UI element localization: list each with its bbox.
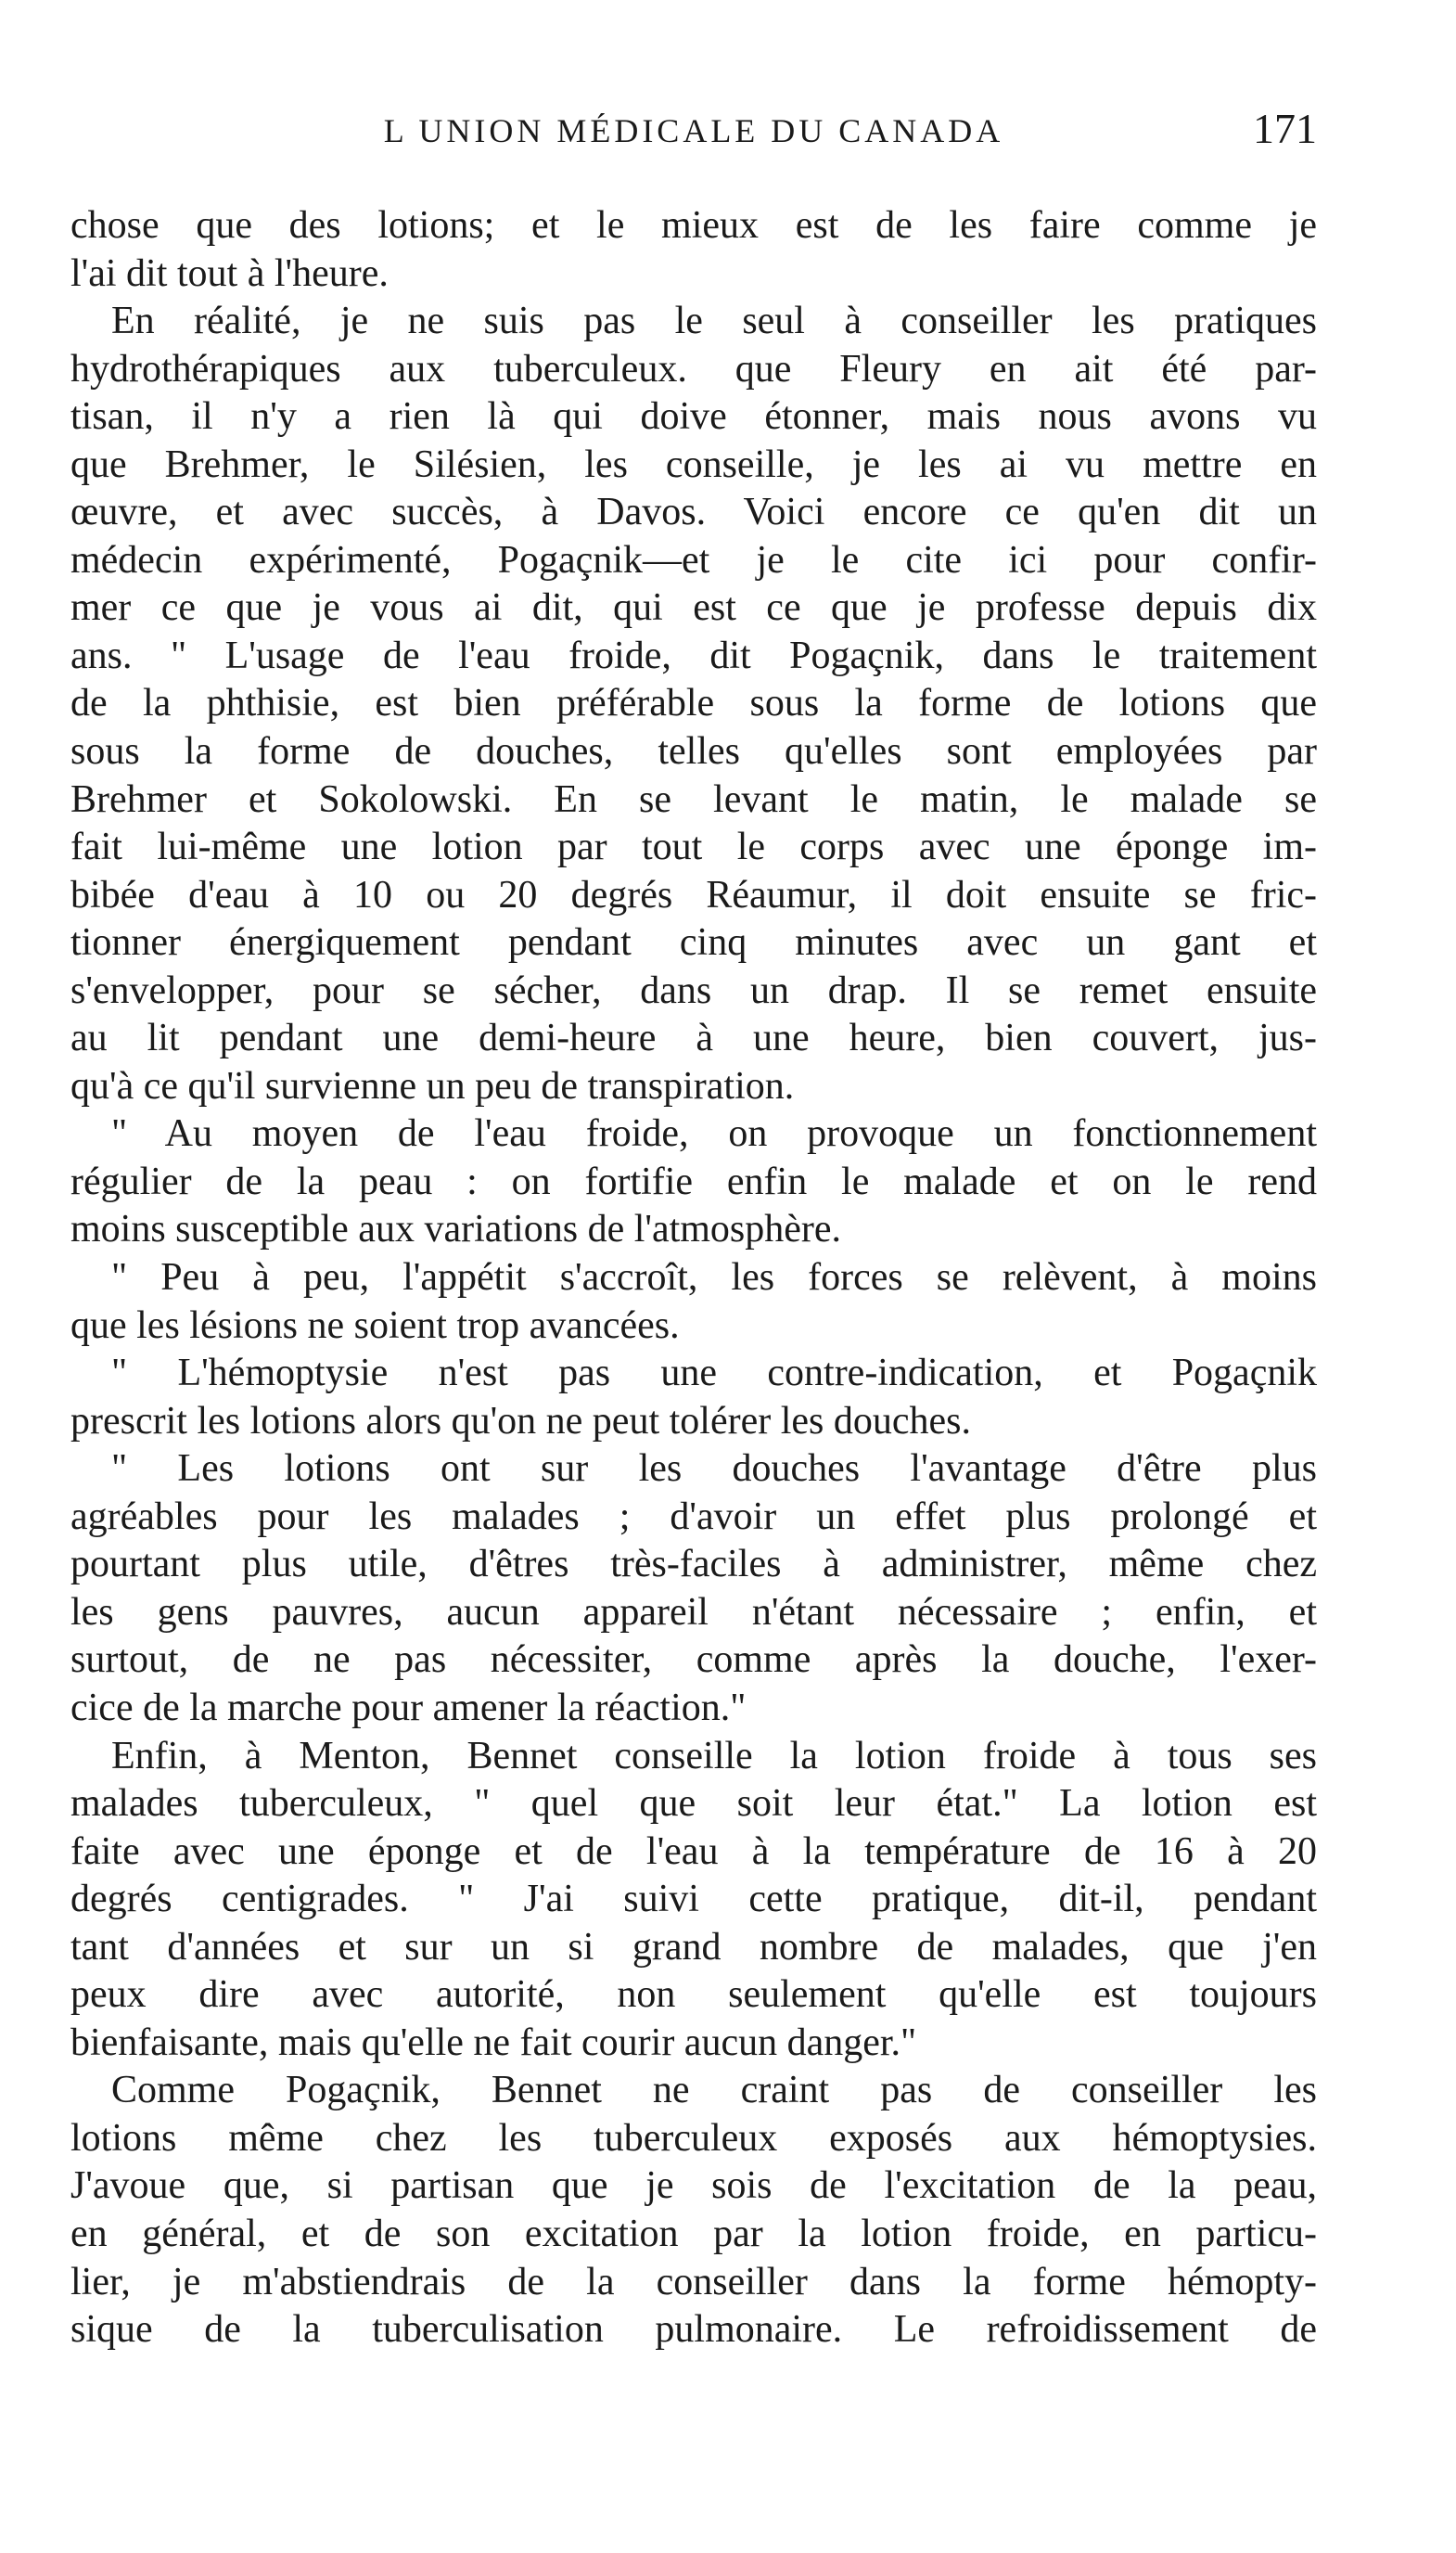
text-line: œuvre, et avec succès, à Davos. Voici encore ce qu'en dit un [70, 491, 1317, 534]
text-line: les gens pauvres, aucun appareil n'étant nécessaire ; enfin, et [70, 1590, 1317, 1634]
text-line: médecin expérimenté, Pogaçnik—et je le cite ici pour confir- [70, 538, 1317, 582]
text-line: moins susceptible aux variations de l'atmosphère. [70, 1208, 842, 1251]
text-line: au lit pendant une demi-heure à une heure, bien couvert, jus- [70, 1017, 1317, 1060]
text-line: prescrit les lotions alors qu'on ne peut tolérer les douches. [70, 1399, 971, 1443]
text-line: bienfaisante, mais qu'elle ne fait courir aucun danger." [70, 2021, 917, 2064]
text-line: Brehmer et Sokolowski. En se levant le matin, le malade se [70, 777, 1317, 821]
text-line: J'avoue que, si partisan que je sois de l'excitation de la peau, [70, 2164, 1317, 2208]
text-line: sique de la tuberculisation pulmonaire. Le refroidissement de [70, 2308, 1317, 2352]
text-line: s'envelopper, pour se sécher, dans un drap. Il se remet ensuite [70, 969, 1317, 1012]
text-line: tisan, il n'y a rien là qui doive étonner, mais nous avons vu [70, 395, 1317, 439]
text-line: peux dire avec autorité, non seulement qu'elle est toujours [70, 1973, 1317, 2017]
text-line: qu'à ce qu'il survienne un peu de transpiration. [70, 1064, 795, 1108]
text-line: que Brehmer, le Silésien, les conseille, je les ai vu mettre en [70, 443, 1317, 486]
page-number: 171 [1253, 105, 1317, 152]
text-line: lier, je m'abstiendrais de la conseiller dans la forme hémopty- [70, 2260, 1317, 2303]
text-line: surtout, de ne pas nécessiter, comme après la douche, l'exer- [70, 1638, 1317, 1682]
text-line: faite avec une éponge et de l'eau à la température de 16 à 20 [70, 1829, 1317, 1873]
text-line: en général, et de son excitation par la lotion froide, en particu- [70, 2212, 1317, 2255]
text-line: de la phthisie, est bien préférable sous la forme de lotions que [70, 682, 1317, 725]
text-line: bibée d'eau à 10 ou 20 degrés Réaumur, il doit ensuite se fric- [70, 873, 1317, 917]
text-line: En réalité, je ne suis pas le seul à conseiller les pratiques [111, 300, 1317, 343]
text-line: sous la forme de douches, telles qu'elles sont employées par [70, 730, 1317, 774]
text-line: que les lésions ne soient trop avancées. [70, 1303, 680, 1347]
text-line: hydrothérapiques aux tuberculeux. que Fleury en ait été par- [70, 347, 1317, 391]
running-title: L UNION MÉDICALE DU CANADA [383, 112, 1004, 149]
text-line: mer ce que je vous ai dit, qui est ce que je professe depuis dix [70, 586, 1317, 630]
text-line: malades tuberculeux, " quel que soit leur état." La lotion est [70, 1782, 1317, 1826]
body-text [70, 202, 1317, 2354]
text-line: " Les lotions ont sur les douches l'avantage d'être plus [111, 1447, 1317, 1491]
text-line: Enfin, à Menton, Bennet conseille la lotion froide à tous ses [111, 1734, 1317, 1777]
text-line: lotions même chez les tuberculeux exposés aux hémoptysies. [70, 2116, 1317, 2160]
text-line: " L'hémoptysie n'est pas une contre-indication, et Pogaçnik [111, 1352, 1317, 1395]
text-line: pourtant plus utile, d'êtres très-faciles à administrer, même chez [70, 1543, 1317, 1586]
text-line: régulier de la peau : on fortifie enfin le malade et on le rend [70, 1160, 1317, 1203]
text-line: " Au moyen de l'eau froide, on provoque un fonctionnement [111, 1112, 1317, 1156]
text-line: tant d'années et sur un si grand nombre de malades, que j'en [70, 1925, 1317, 1969]
text-line: tionner énergiquement pendant cinq minutes avec un gant et [70, 921, 1317, 965]
text-line: " Peu à peu, l'appétit s'accroît, les forces se relèvent, à moins [111, 1256, 1317, 1300]
text-line: agréables pour les malades ; d'avoir un effet plus prolongé et [70, 1495, 1317, 1538]
text-line: chose que des lotions; et le mieux est de les faire comme je [70, 204, 1317, 247]
running-head [70, 104, 1317, 160]
text-line: degrés centigrades. " J'ai suivi cette pratique, dit-il, pendant [70, 1878, 1317, 1921]
text-line: fait lui-même une lotion par tout le corps avec une éponge im- [70, 826, 1317, 869]
text-line: cice de la marche pour amener la réaction." [70, 1686, 747, 1729]
text-line: Comme Pogaçnik, Bennet ne craint pas de conseiller les [111, 2069, 1317, 2112]
text-line: l'ai dit tout à l'heure. [70, 251, 389, 295]
text-line: ans. " L'usage de l'eau froide, dit Pogaçnik, dans le traitement [70, 634, 1317, 677]
